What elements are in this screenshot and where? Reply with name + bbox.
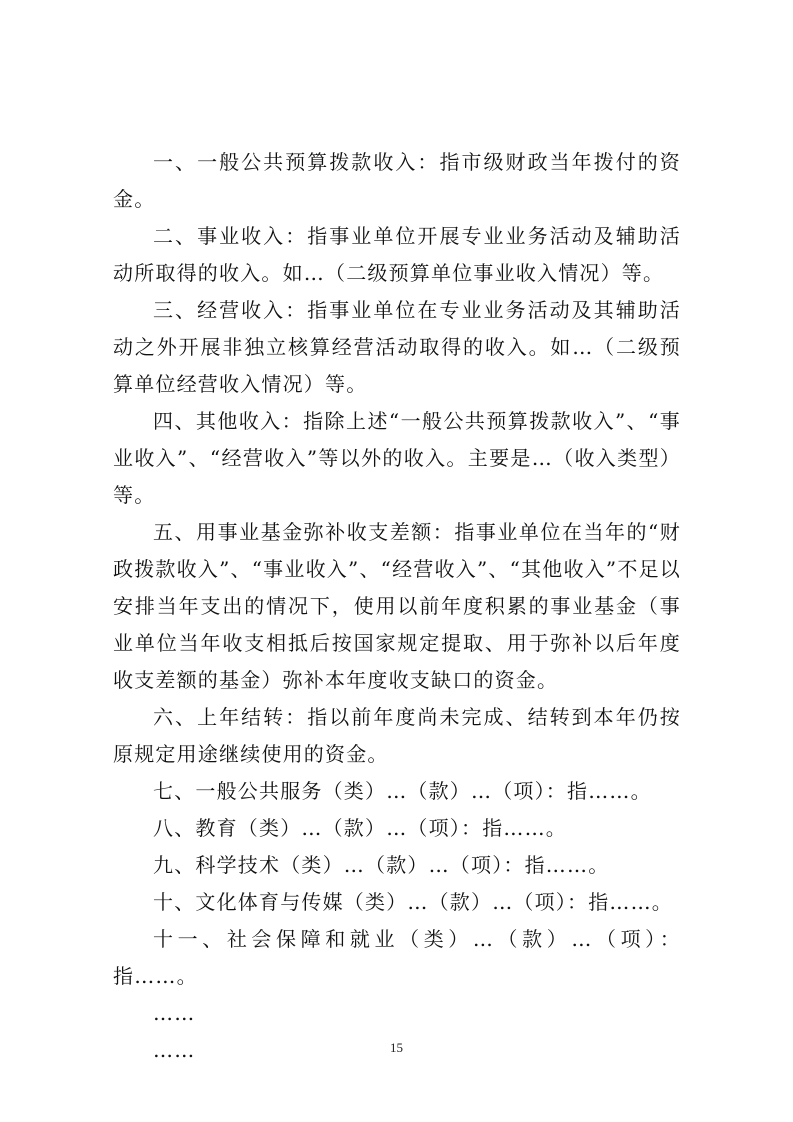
paragraph-business-fund: 五、用事业基金弥补收支差额：指事业单位在当年的“财政拨款收入”、“事业收入”、“经营收入”、“其他收入”不足以安排当年支出的情况下，使用以前年度积累的事业基金（事业单位当年收支相抵后按国家规定提取、用于弥补以后年度收支差额的基金）弥补本年度收支缺口的资金。 (113, 520, 681, 692)
paragraph-ellipsis: …… (153, 1001, 196, 1025)
paragraph-business-income: 二、事业收入：指事业单位开展专业业务活动及辅助活动所取得的收入。如…（二级预算单位事业收入情况）等。 (113, 224, 681, 285)
paragraph-operating-income: 三、经营收入：指事业单位在专业业务活动及其辅助活动之外开展非独立核算经营活动取得的收入。如…（二级预算单位经营收入情况）等。 (113, 298, 681, 396)
paragraph-culture-sports-media: 十、文化体育与传媒（类）…（款）…（项）：指……。 (153, 890, 673, 914)
paragraph-ellipsis: …… (153, 1038, 196, 1062)
paragraph-public-service: 七、一般公共服务（类）…（款）…（项）：指……。 (153, 779, 652, 803)
paragraph-science-technology: 九、科学技术（类）…（款）…（项）：指……。 (153, 853, 610, 877)
paragraph-education: 八、教育（类）…（款）…（项）：指……。 (153, 816, 567, 840)
paragraph-carryover: 六、上年结转：指以前年度尚未完成、结转到本年仍按原规定用途继续使用的资金。 (113, 705, 681, 766)
paragraph-general-budget-income: 一、一般公共预算拨款收入：指市级财政当年拨付的资金。 (113, 150, 681, 211)
paragraph-social-security: 十一、社会保障和就业（类）…（款）…（项）：指……。 (113, 927, 681, 988)
document-body (113, 144, 681, 1069)
page-number: 15 (390, 1040, 403, 1055)
paragraph-other-income: 四、其他收入：指除上述“一般公共预算拨款收入”、“事业收入”、“经营收入”等以外的收入。主要是…（收入类型）等。 (113, 409, 681, 507)
